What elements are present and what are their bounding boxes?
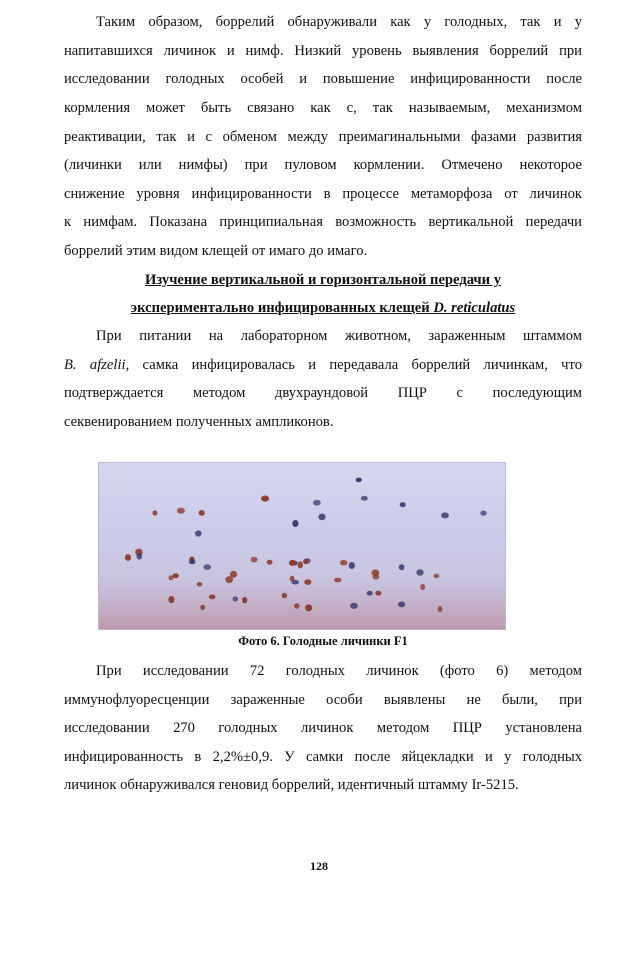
para3-line-2: иммунофлуоресценции зараженные особи выявлены не были, при [64, 692, 582, 708]
larva-mark [367, 591, 373, 596]
larva-mark [137, 553, 143, 559]
section-heading-species: D. reticulatus [433, 300, 516, 316]
larva-mark [441, 512, 449, 518]
larva-mark [209, 595, 216, 600]
para1-line-9: боррелий этим видом клещей от имаго до имаго. [64, 243, 368, 259]
larva-mark [400, 502, 406, 507]
larva-mark [189, 559, 196, 564]
para1-line-8: к нимфам. Показана принципиальная возможность вертикальной передачи [64, 214, 582, 230]
larva-mark [318, 514, 325, 521]
section-heading-text: экспериментально инфицированных клещей [130, 300, 434, 316]
larva-mark [199, 510, 205, 516]
para2-line-2 [64, 356, 582, 374]
larva-mark [304, 579, 311, 585]
larva-mark [195, 530, 202, 536]
larva-mark [169, 575, 174, 580]
larva-mark [282, 593, 288, 599]
para1-line-1: Таким образом, боррелий обнаруживали как у голодных, так и у [96, 14, 582, 30]
larva-mark [267, 560, 273, 565]
larva-mark [204, 564, 212, 570]
para3-line-1: При исследовании 72 голодных личинок (фото 6) методом [96, 663, 582, 679]
larva-mark [197, 582, 203, 587]
para2-line-4: секвенированием полученных ампликонов. [64, 414, 334, 430]
para1-line-6: (личинки или нимфы) при пуловом кормлении. Отмечено некоторое [64, 157, 582, 173]
para3-line-4: инфицированность в 2,2%±0,9. У самки после яйцекладки и у голодных [64, 749, 582, 765]
larva-mark [233, 596, 239, 601]
larvae-photo-image [99, 463, 505, 629]
para1-line-5: реактивации, так и с обменом между преимагинальными фазами развития [64, 129, 582, 145]
larva-mark [361, 496, 368, 501]
section-heading-line-1: Изучение вертикальной и горизонтальной передачи у [144, 272, 502, 288]
section-heading-line-2 [64, 299, 582, 317]
larva-mark [152, 510, 157, 515]
larva-mark [349, 562, 355, 569]
larvae-photo [98, 462, 506, 630]
para2-line-2-text: , самка инфицировалась и передавала боррелий личинкам, что [125, 357, 582, 373]
larva-mark [251, 557, 258, 563]
para1-line-7: снижение уровня инфицированности в процессе метаморфоза от личинок [64, 186, 582, 202]
larva-mark [438, 606, 443, 612]
larva-mark [294, 603, 300, 608]
larva-mark [375, 591, 381, 596]
larva-mark [399, 564, 405, 570]
larva-mark [340, 560, 348, 565]
para2-species: B. afzelii [64, 357, 126, 373]
larva-mark [356, 478, 362, 483]
para1-line-4: кормления может быть связано как с, так называемым, механизмом [64, 100, 582, 116]
para1-line-2: напитавшихся личинок и нимф. Низкий уровень выявления боррелий при [64, 43, 582, 59]
larva-mark [305, 604, 312, 611]
larva-mark [177, 508, 185, 514]
larva-mark [242, 597, 247, 603]
larva-mark [334, 578, 341, 583]
larva-mark [420, 584, 425, 590]
larva-mark [480, 511, 486, 516]
larva-mark [168, 596, 174, 603]
para3-line-5: личинок обнаруживался геновид боррелий, идентичный штамму Ir-5215. [64, 777, 519, 793]
larva-mark [261, 496, 269, 502]
page-number: 128 [310, 859, 328, 873]
larva-mark [350, 603, 358, 609]
larva-mark [200, 605, 205, 610]
larva-mark [289, 560, 296, 566]
photo-caption: Фото 6. Голодные личинки F1 [238, 634, 408, 648]
larva-mark [230, 571, 237, 578]
larva-mark [290, 576, 295, 582]
larva-mark [373, 574, 380, 580]
larva-mark [416, 569, 423, 575]
larva-mark [398, 602, 405, 608]
larva-mark [298, 561, 303, 568]
larva-mark [292, 520, 298, 527]
larva-mark [303, 559, 308, 564]
para1-line-3: исследовании голодных особей и повышение инфицированности после [64, 71, 582, 87]
larva-mark [125, 554, 131, 561]
para2-line-3: подтверждается методом двухраундовой ПЦР с последующим [64, 385, 582, 401]
larva-mark [434, 574, 440, 578]
para3-line-3: исследовании 270 голодных личинок методом ПЦР установлена [64, 720, 582, 736]
larva-mark [313, 500, 321, 506]
para2-line-1: При питании на лабораторном животном, зараженным штаммом [96, 328, 582, 344]
